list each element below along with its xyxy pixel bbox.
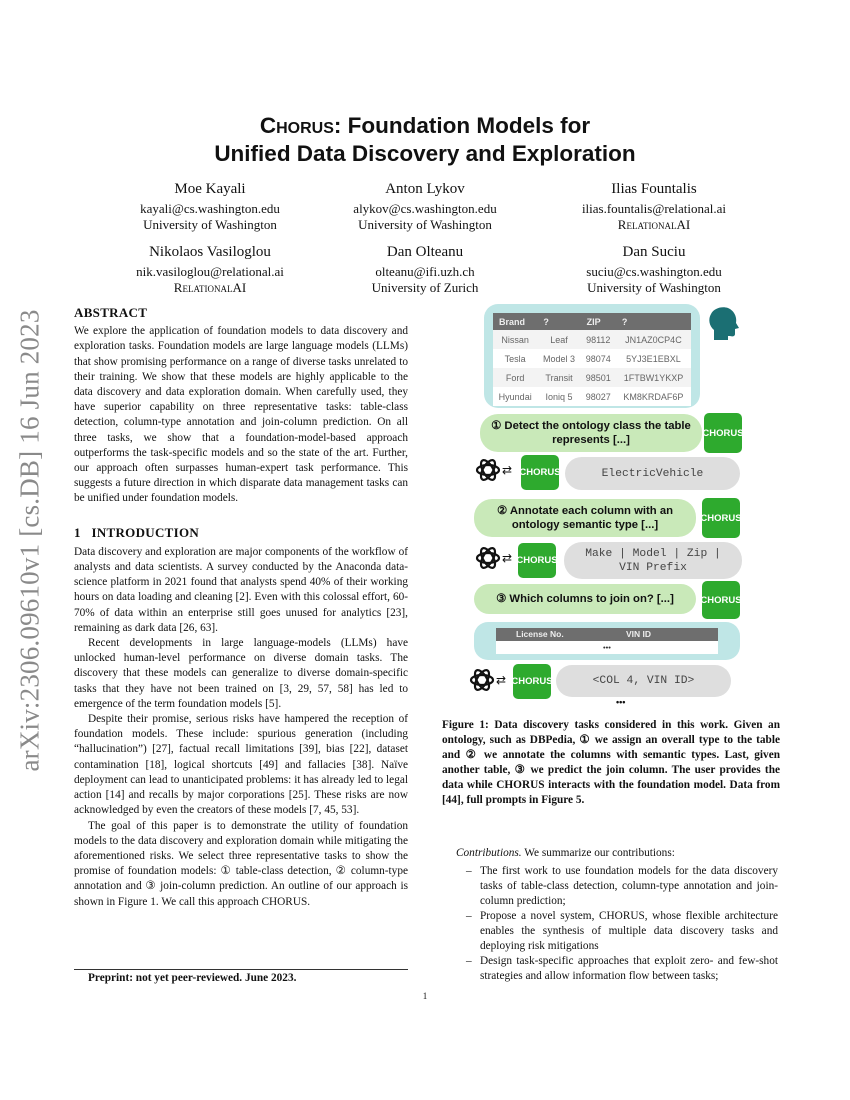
chorus-badge: CHORUS xyxy=(702,498,740,538)
table-row xyxy=(493,387,691,406)
author-email[interactable]: kayali@cs.washington.edu xyxy=(140,201,280,216)
table-cell: Hyundai xyxy=(493,387,537,406)
intro-heading-number: 1 xyxy=(74,524,81,540)
paper-title xyxy=(0,112,850,168)
author-name: Anton Lykov xyxy=(385,181,465,197)
table-header: ? xyxy=(537,313,580,330)
contributions-list xyxy=(456,864,778,984)
step1-prompt-bubble: ① Detect the ontology class the table represents [...] xyxy=(480,414,702,452)
exchange-arrows-icon: ⇄ xyxy=(502,551,513,565)
abstract-text: We explore the application of foundation models to data discovery and exploration tasks. Foundation models are large language models (LLMs) that show promising performance on a range of diverse tasks unrelated to their training. We show that these models are highly applicable to the data discovery and data exploration domain. When carefully used, they have superior capability on three representative tasks: table-class detection, column-type annotation and join-column prediction. On all three tasks, we show that a foundation-model-based approach outperforms the task-specific models and so the state of the art. Further, our approach often surpasses human-expert task performance. This suggests a future direction in which disparate data management tasks can be unified under foundation models. xyxy=(74,325,408,505)
table-cell: Tesla xyxy=(493,349,537,368)
author-name: Dan Suciu xyxy=(622,244,686,260)
title-system-name: Chorus xyxy=(259,113,334,138)
exchange-arrows-icon: ⇄ xyxy=(496,673,507,687)
exchange-arrows-icon: ⇄ xyxy=(502,463,513,477)
table-cell: 98027 xyxy=(581,387,616,406)
step2-prompt-bubble: ② Annotate each column with an ontology semantic type [...] xyxy=(474,499,696,537)
author-affiliation: University of Zurich xyxy=(371,280,479,295)
arxiv-sidebar-id: arXiv:2306.09610v1 [cs.DB] 16 Jun 2023 xyxy=(14,309,45,772)
footnote-rule xyxy=(74,969,408,970)
intro-heading xyxy=(74,525,408,540)
openai-logo-icon xyxy=(474,456,502,484)
chorus-badge: CHORUS xyxy=(513,664,551,699)
page-number: 1 xyxy=(422,991,428,1001)
table-cell: 5YJ3E1EBXL xyxy=(616,349,691,368)
openai-logo-icon xyxy=(468,666,496,694)
list-item: – The first work to use foundation models for the data discovery tasks of table-class detection, column-type annotation and join-column prediction; xyxy=(456,864,778,909)
table-row xyxy=(493,368,691,387)
author-email[interactable]: nik.vasiloglou@relational.ai xyxy=(136,264,284,279)
table-cell: Model 3 xyxy=(537,349,580,368)
author-affiliation: University of Washington xyxy=(143,217,277,232)
author-block xyxy=(524,243,784,296)
author-block xyxy=(524,180,784,233)
step1-answer-bubble: ElectricVehicle xyxy=(565,457,740,490)
table-cell: Ioniq 5 xyxy=(537,387,580,406)
table-cell: KM8KRDAF6P xyxy=(616,387,691,406)
author-affiliation: RelationalAI xyxy=(173,280,247,295)
author-affiliation: University of Washington xyxy=(587,280,721,295)
author-affiliation: University of Washington xyxy=(358,217,492,232)
abstract-heading: ABSTRACT xyxy=(74,305,148,320)
contributions xyxy=(456,846,778,984)
table-cell: Transit xyxy=(537,368,580,387)
table-cell: JN1AZ0CP4C xyxy=(616,330,691,349)
join-table-column: License No. xyxy=(516,629,564,639)
intro-paragraph-4: The goal of this paper is to demonstrate the utility of foundation models to the data discovery and exploration domain while mitigating the aforementioned risks. We select three representative tasks to show the promise of foundation models: ① table-class detection, ② column-type annotation and ③ join-column prediction. An outline of our approach is shown in Figure 1. We call this approach CHORUS. xyxy=(74,819,408,908)
author-email[interactable]: ilias.fountalis@relational.ai xyxy=(581,201,727,216)
author-name: Moe Kayali xyxy=(174,181,246,197)
user-head-icon xyxy=(706,306,740,342)
join-table-box xyxy=(474,622,740,660)
chorus-badge: CHORUS xyxy=(521,455,559,490)
title-line2: Unified Data Discovery and Exploration xyxy=(214,141,636,166)
author-block xyxy=(295,180,555,233)
chorus-badge: CHORUS xyxy=(702,581,740,619)
openai-logo-icon xyxy=(474,544,502,572)
table-cell: Ford xyxy=(493,368,537,387)
left-column xyxy=(74,305,408,910)
intro-paragraph-2: Recent developments in large language-models (LLMs) have unlocked human-level performance on diverse domain tasks. The discovery that these models can generalize to diverse domain-specific tasks that they have not been trained on [3, 29, 57, 58] has led to emergence of the term foundation models [5]. xyxy=(74,637,408,710)
figure-1 xyxy=(440,300,785,712)
table-row xyxy=(493,330,691,349)
join-table-row: ••• xyxy=(496,641,718,654)
table-header: Brand xyxy=(493,313,537,330)
author-affiliation: RelationalAI xyxy=(617,217,691,232)
step2-answer-bubble: Make | Model | Zip | VIN Prefix xyxy=(564,542,742,579)
title-line1: : Foundation Models for xyxy=(333,113,591,138)
table-cell: Nissan xyxy=(493,330,537,349)
intro-paragraph-1: Data discovery and exploration are major components of the workflow of analysts and data scientists. A survey conducted by the Anaconda data-science platform in 2021 found that analysts spend 40% of their working hours on data loading and cleaning [2]. Even with this colossal effort, 60-70% of data within an enterprise still goes unused for analytics [23], remaining as dark data [26, 63]. xyxy=(74,545,408,634)
table-cell: Leaf xyxy=(537,330,580,349)
contributions-intro: We summarize our contributions: xyxy=(524,847,675,859)
join-table-column: VIN ID xyxy=(626,629,652,639)
step3-prompt-bubble: ③ Which columns to join on? [...] xyxy=(474,584,696,614)
intro-heading-text: INTRODUCTION xyxy=(91,524,200,540)
intro-paragraph-3: Despite their promise, serious risks have hampered the reception of foundation models. These include: spurious generation (including “hallucination”) [27], factual recall limitations [39], bias [22], dataset contamination [18], logical shortcuts [49] and fallacies [38]. Naïve deployment can lead to unanticipated problems: it has already led to legal action [14] and recalls by major corporations [25]. These risks are now acknowledged by even the creators of these models [7, 45, 53]. xyxy=(74,713,408,817)
list-item: – Design task-specific approaches that exploit zero- and few-shot strategies and allow information flow between tasks; xyxy=(456,954,778,984)
author-email[interactable]: olteanu@ifi.uzh.ch xyxy=(375,264,475,279)
author-name: Ilias Fountalis xyxy=(611,181,697,197)
step3-answer-bubble: <COL 4, VIN ID> xyxy=(556,665,731,697)
author-name: Dan Olteanu xyxy=(386,244,464,260)
table-cell: 98501 xyxy=(581,368,616,387)
contributions-label: Contributions. xyxy=(456,847,522,859)
input-table xyxy=(493,313,691,406)
author-email[interactable]: suciu@cs.washington.edu xyxy=(586,264,722,279)
table-cell: 1FTBW1YKXP xyxy=(616,368,691,387)
join-table-header xyxy=(496,628,718,641)
chorus-badge: CHORUS xyxy=(704,413,742,453)
table-cell: 98074 xyxy=(581,349,616,368)
table-row xyxy=(493,349,691,368)
input-table-box xyxy=(484,304,700,408)
chorus-badge: CHORUS xyxy=(518,543,556,578)
footnote: Preprint: not yet peer-reviewed. June 2023. xyxy=(88,972,297,984)
table-header: ZIP xyxy=(581,313,616,330)
figure-ellipsis: ••• xyxy=(616,697,626,707)
table-header: ? xyxy=(616,313,691,330)
table-cell: 98112 xyxy=(581,330,616,349)
author-name: Nikolaos Vasiloglou xyxy=(149,244,271,260)
author-block xyxy=(295,243,555,296)
figure-caption: Figure 1: Data discovery tasks considered in this work. Given an ontology, such as DBPedia, ① we assign an overall type to the table and ② we annotate the columns with semantic types. Last, given another table, ③ we predict the join column. The user provides the data while CHORUS interacts with the foundation model. Data from [44], full prompts in Figure 5. xyxy=(442,719,780,806)
list-item: – Propose a novel system, CHORUS, whose flexible architecture enables the synthesis of multiple data discovery tasks and deploying risk mitigations xyxy=(456,909,778,954)
author-email[interactable]: alykov@cs.washington.edu xyxy=(353,201,497,216)
